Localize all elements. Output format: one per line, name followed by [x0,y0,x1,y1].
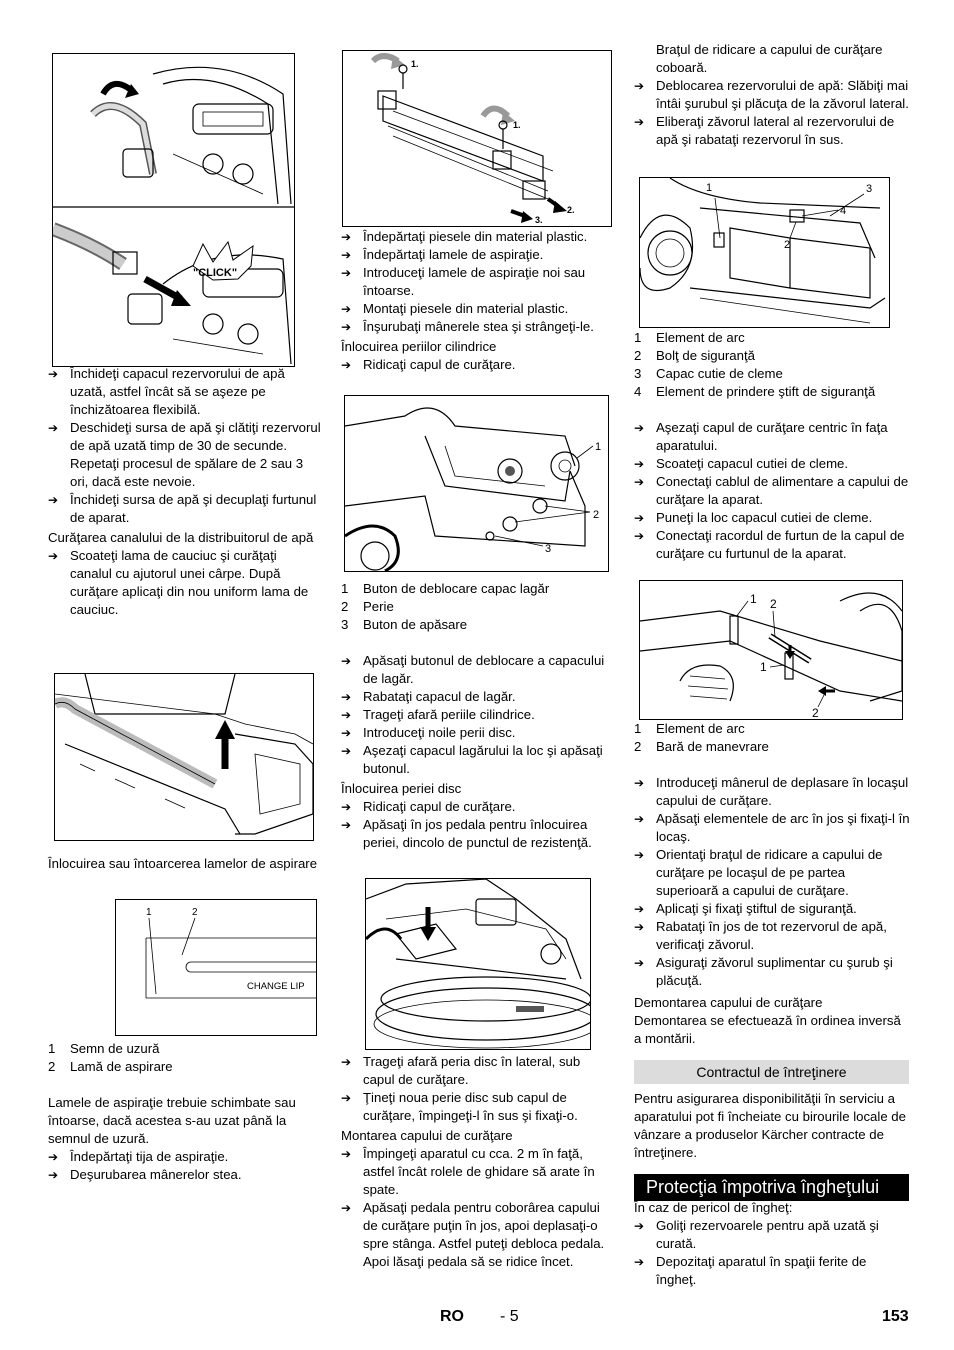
step [341,706,615,724]
step-text: Introduceţi noile perii disc. [363,725,516,740]
legend-item [634,383,910,401]
arrow-right-icon: ➔ [48,421,59,435]
col3-steps-a [634,41,910,149]
legend-item [634,347,910,365]
arrow-right-icon: ➔ [341,818,352,832]
legend-text: Buton de apăsare [363,617,468,632]
arrow-right-icon: ➔ [634,776,645,790]
legend-number: 1 [634,330,642,345]
arrow-right-icon: ➔ [341,800,352,814]
step [341,816,615,852]
arrow-right-icon: ➔ [341,726,352,740]
legend-item [634,720,910,738]
callout-3: 3 [866,183,873,195]
step-text: Apăsaţi butonul de deblocare a capacului de lagăr. [363,653,605,686]
step [48,1166,318,1184]
hose-connection-drawing [53,54,294,366]
change-lip-drawing [116,900,316,1035]
callout-step-3: 3. [535,215,543,225]
step-text: Eliberaţi zăvorul lateral al rezervorului de apă şi rabataţi rezervorul în sus. [656,114,895,147]
step [341,246,613,264]
step-text: Trageţi afară peria disc în lateral, sub capul de curăţare. [363,1054,581,1087]
step [634,113,910,149]
col1-steps-a [48,365,322,619]
step-text: Goliţi rezervoarele pentru apă uzată şi curată. [656,1218,879,1251]
step-text: Apăsaţi în jos pedala pentru înlocuirea periei, dincolo de punctul de rezistenţă. [363,817,592,850]
col3-legend-b [634,720,910,1048]
step-text: Orientaţi braţul de ridicare a capului de curăţare pe locaşul de pe partea superioară a capului de curăţare. [656,847,883,898]
arrow-right-icon: ➔ [48,493,59,507]
arrow-right-icon: ➔ [341,230,352,244]
figure-hose-connection [52,53,295,367]
section-heading-frost: Protecţia împotriva îngheţului [634,1174,909,1201]
legend-text: Semn de uzură [70,1041,160,1056]
arrow-right-icon: ➔ [634,475,645,489]
figure-roller-brush [344,395,609,572]
legend-text: Perie [363,599,394,614]
legend-number: 1 [341,581,349,596]
step-text: Aşezaţi capul de curăţare centric în faţa aparatului. [656,420,888,453]
step [341,1199,615,1271]
step-text: Rabataţi în jos de tot rezervorul de apă, verificaţi zăvorul. [656,919,887,952]
step-text: Îndepărtaţi lamele de aspiraţie. [363,247,544,262]
arrow-right-icon: ➔ [48,1150,59,1164]
step [634,473,910,509]
step [341,1053,615,1089]
legend-item [341,616,615,634]
step-text: Ţineţi noua perie disc sub capul de curăţare, împingeţi-l în sus şi fixaţi-o. [363,1090,578,1123]
legend-text: Lamă de aspirare [70,1059,173,1074]
arrow-right-icon: ➔ [634,1255,645,1269]
step [634,954,910,990]
legend-text: Element de arc [656,721,745,736]
step [341,228,613,246]
step [634,1253,910,1289]
legend-text: Bolţ de siguranţă [656,348,755,363]
arrow-right-icon: ➔ [48,367,59,381]
figure-channel-lip [54,673,314,841]
callout-1: 1 [146,907,152,918]
legend-number: 1 [634,721,642,736]
step [634,810,910,846]
legend-text: Capac cutie de cleme [656,366,783,381]
section-heading-mount: Montarea capului de curăţare [341,1128,513,1143]
arrow-right-icon: ➔ [634,1219,645,1233]
arrow-right-icon: ➔ [634,920,645,934]
callout-2b: 2 [812,706,819,719]
dismount-text: Demontarea se efectuează în ordinea inversă a montării. [634,1013,901,1046]
callout-2: 2 [593,509,600,521]
legend-number: 4 [634,384,642,399]
arrow-right-icon: ➔ [634,511,645,525]
step-text: Închideţi capacul rezervorului de apă uzată, astfel încât să se aşeze pe închizătoarea flexibilă. [70,366,285,417]
section-heading-dismount: Demontarea capului de curăţare [634,995,823,1010]
callout-step-2: 2. [567,205,575,215]
step-text: Împingeţi aparatul cu cca. 2 m în faţă, astfel încât rolele de ghidare să arate în spate. [363,1146,595,1197]
step-text: Deblocarea rezervorului de apă: Slăbiţi mai întâi şurubul şi plăcuţa de la zăvorul lateral. [656,78,909,111]
step-text: Conectaţi cablul de alimentare a capului de curăţare la aparat. [656,474,909,507]
section-heading-disc: Înlocuirea periei disc [341,781,462,796]
legend-number: 3 [634,366,642,381]
legend-item [48,1040,318,1058]
step [48,1148,318,1166]
step-text: Introduceţi lamele de aspiraţie noi sau întoarse. [363,265,586,298]
arrow-right-icon: ➔ [634,421,645,435]
callout-step-1a: 1. [411,59,419,69]
step [341,724,615,742]
section-heading-lips: Înlocuirea sau întoarcerea lamelor de aspirare [48,856,318,871]
step [634,918,910,954]
step-text: Ridicaţi capul de curăţare. [363,357,516,372]
figure-change-lip [115,899,317,1036]
figure-spring-bar [639,580,903,720]
step-text: Depozitaţi aparatul în spaţii ferite de îngheţ. [656,1254,867,1287]
disc-brush-drawing [366,879,590,1049]
channel-lip-drawing [55,674,313,840]
step [341,318,613,336]
contract-text: Pentru asigurarea disponibilităţii în serviciu a aparatului pot fi încheiate cu birourile locale de vânzare a produselor Kärcher contracte de întreţinere. [634,1091,906,1160]
step [634,846,910,900]
step [341,356,613,374]
step [634,455,910,473]
step-text: Închideţi sursa de apă şi decuplaţi furtunul de aparat. [70,492,317,525]
step [634,419,910,455]
arrow-right-icon: ➔ [341,302,352,316]
step-text: Deschideţi sursa de apă şi clătiţi rezervorul de apă uzată timp de 30 de secunde. [70,420,321,453]
step-text: Deşurubarea mânerelor stea. [70,1167,242,1182]
arrow-right-icon: ➔ [341,690,352,704]
squeegee-parts-drawing [343,51,611,226]
step [341,742,615,778]
arrow-right-icon: ➔ [634,812,645,826]
legend-text: Bară de manevrare [656,739,769,754]
step [634,527,910,563]
section-band-maintenance-contract: Contractul de întreţinere [634,1060,909,1084]
click-label: "CLICK" [193,267,238,279]
arrow-right-icon: ➔ [634,848,645,862]
arrow-right-icon: ➔ [341,266,352,280]
step-text: Puneţi la loc capacul cutiei de cleme. [656,510,873,525]
legend-number: 1 [48,1041,56,1056]
frost-intro: În caz de pericol de îngheţ: [634,1200,793,1215]
arrow-right-icon: ➔ [341,320,352,334]
legend-number: 3 [341,617,349,632]
col3-frost [634,1199,910,1289]
arrow-right-icon: ➔ [341,654,352,668]
step-text: Trageţi afară periile cilindrice. [363,707,535,722]
step-text: Introduceţi mânerul de deplasare în locaşul capului de curăţare. [656,775,909,808]
step-text: Apăsaţi elementele de arc în jos şi fixaţi-l în locaş. [656,811,910,844]
arrow-right-icon: ➔ [341,744,352,758]
figure-disc-brush [365,878,591,1050]
step [341,1145,615,1199]
arrow-right-icon: ➔ [341,1055,352,1069]
legend-item [634,329,910,347]
figure-squeegee-parts [342,50,612,227]
col3-legend-a [634,329,910,563]
paragraph-lips: Lamele de aspiraţie trebuie schimbate sau întoarse, dacă acestea s-au uzat până la semnul de uzură. [48,1095,296,1146]
spring-bar-drawing [640,581,902,719]
arrow-right-icon: ➔ [341,708,352,722]
col2-legend-steps [341,580,615,852]
legend-number: 2 [634,739,642,754]
arrow-right-icon: ➔ [341,1091,352,1105]
step [341,300,613,318]
step-note: Braţul de ridicare a capului de curăţare coboară. [656,42,883,75]
arrow-right-icon: ➔ [634,956,645,970]
callout-2a: 2 [770,597,777,611]
callout-4: 4 [840,205,847,217]
arrow-right-icon: ➔ [341,1201,352,1215]
water-tank-drawing [640,178,889,327]
change-lip-label: CHANGE LIP [247,981,305,992]
callout-1: 1 [706,182,713,194]
roller-brush-drawing [345,396,608,571]
legend-text: Buton de deblocare capac lagăr [363,581,550,596]
arrow-right-icon: ➔ [341,248,352,262]
step [341,798,615,816]
section-heading-roller: Înlocuirea periilor cilindrice [341,339,497,354]
legend-item [48,1058,318,1076]
step-text: Ridicaţi capul de curăţare. [363,799,516,814]
col2-steps-e [341,1053,615,1271]
arrow-right-icon: ➔ [634,457,645,471]
figure-water-tank [639,177,890,328]
step [341,688,615,706]
legend-text: Element de prindere ştift de siguranţă [656,384,876,399]
step [634,900,910,918]
callout-2: 2 [784,239,791,251]
step-text: Înşurubaţi mânerele stea şi strângeţi-le. [363,319,594,334]
col2-steps-a [341,228,613,374]
legend-number: 2 [48,1059,56,1074]
step [634,77,910,113]
legend-item [341,580,615,598]
callout-2: 2 [192,907,198,918]
legend-number: 2 [341,599,349,614]
step-text: Îndepărtaţi piesele din material plastic. [363,229,588,244]
legend-item [634,365,910,383]
step [48,547,322,619]
step [634,509,910,527]
callout-1: 1 [595,441,602,453]
footer-page-number: 153 [882,1308,909,1325]
arrow-right-icon: ➔ [48,1168,59,1182]
step [48,419,322,455]
arrow-right-icon: ➔ [634,902,645,916]
step [48,491,322,527]
step [341,1089,615,1125]
step-text: Aşezaţi capacul lagărului la loc şi apăsaţi butonul. [363,743,603,776]
callout-1a: 1 [750,592,757,606]
arrow-right-icon: ➔ [634,115,645,129]
step-text: Rabataţi capacul de lagăr. [363,689,516,704]
step-text: Scoateţi lama de cauciuc şi curăţaţi canalul cu ajutorul unei cârpe. După curăţare aplicaţi din nou uniform lama de cauciuc. [70,548,309,617]
step-text: Îndepărtaţi tija de aspiraţie. [70,1149,229,1164]
legend-number: 2 [634,348,642,363]
step [341,264,613,300]
callout-step-1b: 1. [513,120,521,130]
legend-text: Element de arc [656,330,745,345]
step [634,1217,910,1253]
step-text: Aplicaţi şi fixaţi ştiftul de siguranţă. [656,901,857,916]
section-heading-channel: Curăţarea canalului de la distribuitorul de apă [48,530,314,545]
step-text: Montaţi piesele din material plastic. [363,301,569,316]
step-text: Conectaţi racordul de furtun de la capul de curăţare cu furtunul de la aparat. [656,528,905,561]
footer-relative-page: - 5 [500,1308,519,1325]
callout-3: 3 [545,543,552,555]
arrow-right-icon: ➔ [341,1147,352,1161]
step-note: Repetaţi procesul de spălare de 2 sau 3 ori, dacă este nevoie. [70,456,304,489]
footer-language: RO [440,1308,464,1325]
step-text: Apăsaţi pedala pentru coborârea capului de curăţare puţin în jos, apoi deplasaţi-o spre stânga. Astfel puteţi debloca pedala. Apoi lăsaţi pedala să se ridice încet. [363,1200,605,1269]
callout-1b: 1 [760,660,767,674]
arrow-right-icon: ➔ [634,79,645,93]
step-text: Scoateţi capacul cutiei de cleme. [656,456,849,471]
legend-item [634,738,910,756]
step [48,365,322,419]
arrow-right-icon: ➔ [48,549,59,563]
arrow-right-icon: ➔ [634,529,645,543]
legend-item [341,598,615,616]
step-text: Asiguraţi zăvorul suplimentar cu şurub şi plăcuţă. [656,955,893,988]
step [634,774,910,810]
col1-legend [48,1040,318,1184]
arrow-right-icon: ➔ [341,358,352,372]
step [341,652,615,688]
